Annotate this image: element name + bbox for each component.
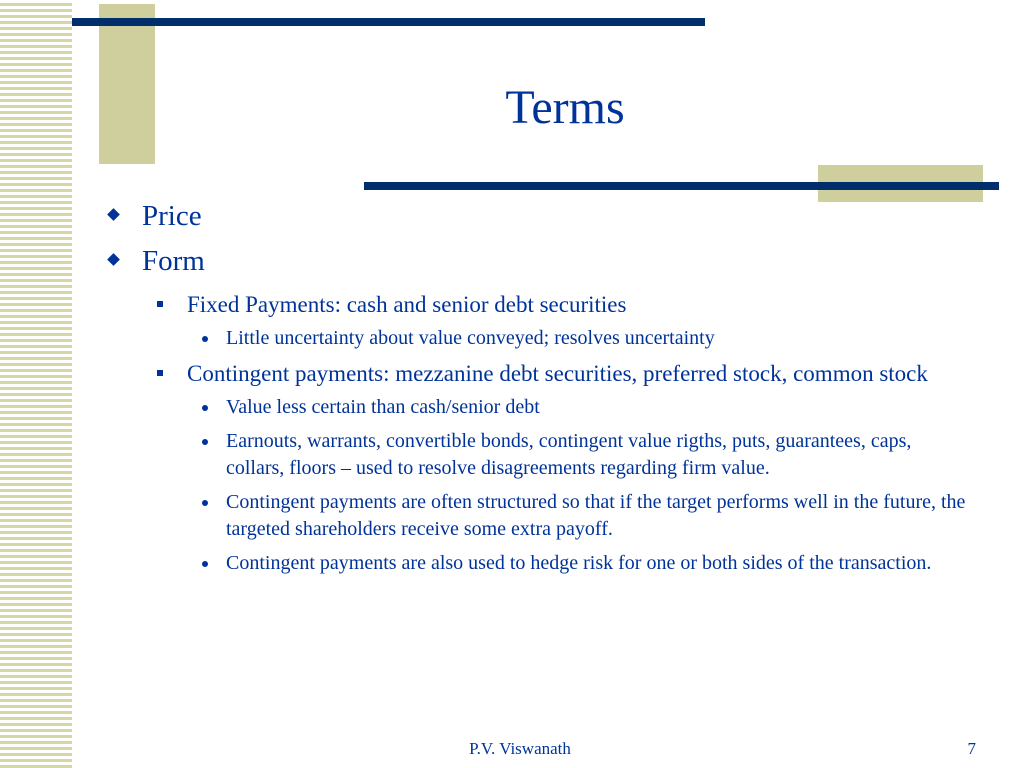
dot-bullet-icon <box>202 500 208 506</box>
square-bullet-icon <box>157 370 163 376</box>
detail-text: Earnouts, warrants, convertible bonds, contingent value rigths, puts, guarantees, caps, collars, floors – used to resolve disagreements regarding firm value. <box>226 430 912 479</box>
decorative-top-line <box>72 18 705 26</box>
decorative-bottom-line <box>364 182 999 190</box>
dot-bullet-icon <box>202 405 208 411</box>
slide-content <box>100 200 980 584</box>
detail-bullet <box>100 394 980 421</box>
detail-text: Contingent payments are also used to hedge risk for one or both sides of the transaction. <box>226 552 932 574</box>
decorative-vertical-block <box>99 4 155 164</box>
dot-bullet-icon <box>202 336 208 342</box>
diamond-bullet-icon <box>107 208 120 221</box>
detail-text: Value less certain than cash/senior debt <box>226 396 540 418</box>
detail-text: Contingent payments are often structured so that if the target performs well in the future, the targeted shareholders receive some extra payoff. <box>226 491 966 540</box>
sub-bullet-contingent-payments <box>100 359 980 388</box>
sub-bullet-text: Contingent payments: mezzanine debt securities, preferred stock, common stock <box>187 361 928 386</box>
bullet-text: Price <box>142 200 202 232</box>
left-stripe-decoration <box>0 0 72 768</box>
diamond-bullet-icon <box>107 253 120 266</box>
dot-bullet-icon <box>202 561 208 567</box>
sub-bullet-text: Fixed Payments: cash and senior debt securities <box>187 292 627 317</box>
bullet-text: Form <box>142 245 205 277</box>
footer-author: P.V. Viswanath <box>469 739 571 758</box>
bullet-form <box>100 245 980 277</box>
sub-bullet-fixed-payments <box>100 290 980 319</box>
detail-bullet <box>100 325 980 352</box>
detail-text: Little uncertainty about value conveyed; resolves uncertainty <box>226 327 715 349</box>
page-number: 7 <box>967 739 976 758</box>
detail-bullet <box>100 428 980 482</box>
detail-bullet <box>100 550 980 577</box>
square-bullet-icon <box>157 301 163 307</box>
bullet-price <box>100 200 980 232</box>
dot-bullet-icon <box>202 439 208 445</box>
slide-title: Terms <box>505 81 625 134</box>
detail-bullet <box>100 489 980 543</box>
